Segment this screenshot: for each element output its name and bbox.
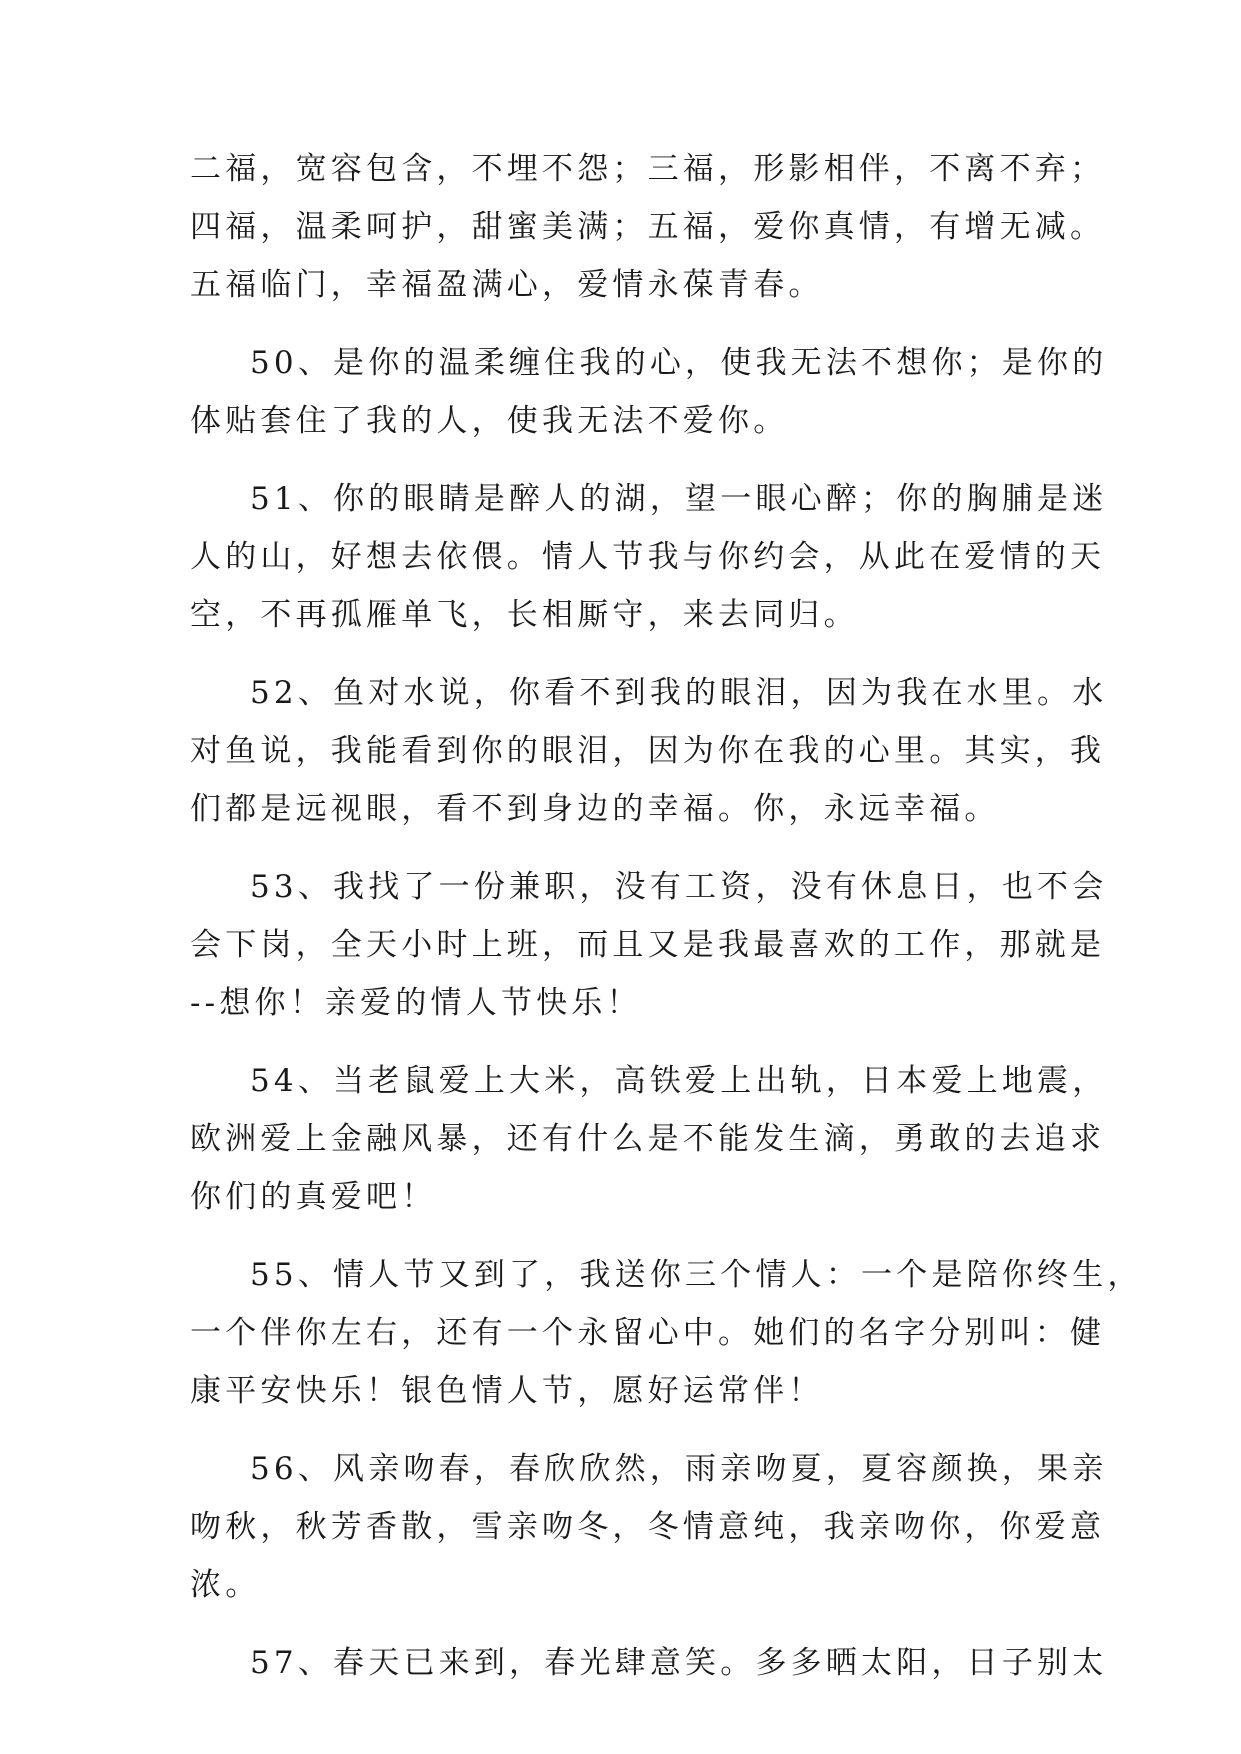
text-line: 56、风亲吻春，春欣欣然，雨亲吻夏，夏容颜换，果亲 (250, 1451, 1108, 1487)
text-line: 57、春天已来到，春光肆意笑。多多晒太阳，日子别太 (250, 1645, 1108, 1681)
text-line: 五福临门，幸福盈满心，爱情永葆青春。 (190, 267, 824, 303)
text-line: 54、当老鼠爱上大米，高铁爱上出轨，日本爱上地震， (250, 1063, 1108, 1099)
text-line: 52、鱼对水说，你看不到我的眼泪，因为我在水里。水 (250, 675, 1108, 711)
text-line: 55、情人节又到了，我送你三个情人：一个是陪你终生， (250, 1257, 1143, 1293)
text-line: 人的山，好想去依偎。情人节我与你约会，从此在爱情的天 (190, 539, 1106, 575)
text-line: 你们的真爱吧！ (190, 1179, 437, 1215)
text-line: 50、是你的温柔缠住我的心，使我无法不想你；是你的 (250, 345, 1108, 381)
text-line: 吻秋，秋芳香散，雪亲吻冬，冬情意纯，我亲吻你，你爱意 (190, 1509, 1106, 1545)
text-line: 二福，宽容包含，不埋不怨；三福，形影相伴，不离不弃； (190, 151, 1106, 187)
text-line: 一个伴你左右，还有一个永留心中。她们的名字分别叫：健 (190, 1315, 1106, 1351)
text-line: 浓。 (190, 1567, 261, 1603)
text-line: 四福，温柔呵护，甜蜜美满；五福，爱你真情，有增无减。 (190, 209, 1106, 245)
text-line: 53、我找了一份兼职，没有工资，没有休息日，也不会 (250, 869, 1108, 905)
text-line: 欧洲爱上金融风暴，还有什么是不能发生滴，勇敢的去追求 (190, 1121, 1106, 1157)
text-line: 51、你的眼睛是醉人的湖，望一眼心醉；你的胸脯是迷 (250, 481, 1108, 517)
text-line: 们都是远视眼，看不到身边的幸福。你，永远幸福。 (190, 791, 1000, 827)
text-line: 体贴套住了我的人，使我无法不爱你。 (190, 403, 789, 439)
text-line: 对鱼说，我能看到你的眼泪，因为你在我的心里。其实，我 (190, 733, 1106, 769)
text-line: 空，不再孤雁单飞，长相厮守，来去同归。 (190, 597, 859, 633)
text-line: 康平安快乐！银色情人节，愿好运常伴！ (190, 1373, 824, 1409)
text-line: --想你！亲爱的情人节快乐！ (190, 985, 642, 1021)
text-line: 会下岗，全天小时上班，而且又是我最喜欢的工作，那就是 (190, 927, 1106, 963)
